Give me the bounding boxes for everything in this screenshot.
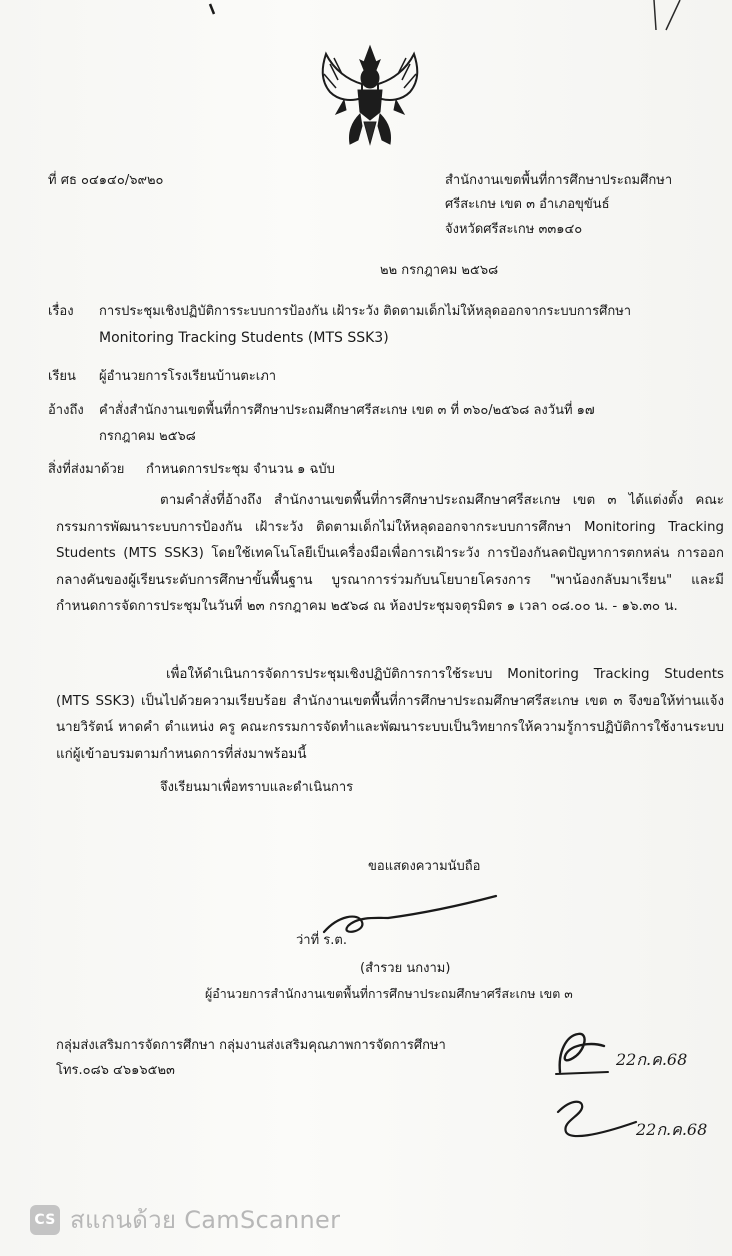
- signatory-name: (สำรวย นกงาม): [360, 961, 451, 976]
- camscanner-logo-icon: CS: [30, 1205, 60, 1235]
- scan-artifact-pen-stroke: [646, 0, 686, 36]
- office-line-2: ศรีสะเกษ เขต ๓ อำเภอขุขันธ์: [445, 197, 610, 212]
- closing-request: จึงเรียนมาเพื่อทราบและดำเนินการ: [160, 780, 354, 795]
- signatory-position: ผู้อำนวยการสำนักงานเขตพื้นที่การศึกษาประถมศึกษาศรีสะเกษ เขต ๓: [205, 986, 573, 1001]
- handwritten-stroke: [552, 1092, 642, 1144]
- reference-label: อ้างถึง: [48, 403, 84, 418]
- body-paragraph-1-text: ตามคำสั่งที่อ้างถึง สำนักงานเขตพื้นที่การศึกษาประถมศึกษาศรีสะเกษ เขต ๓ ได้แต่งตั้ง คณะกรรมการพัฒนาระบบการป้องกัน เฝ้าระวัง ติดตามเด็กไม่ให้หลุดออกจากระบบการศึกษา Monitoring Tracking Students (MTS SSK3) โดยใช้เทคโนโลยีเป็นเครื่องมือเพื่อการเฝ้าระวัง การป้องกันลดปัญหาการตกหล่น การออกกลางคันของผู้เรียนระดับการศึกษาขั้นพื้นฐาน บูรณาการร่วมกับนโยบายโครงการ "พาน้องกลับมาเรียน" และมีกำหนดการจัดการประชุมในวันที่ ๒๓ กรกฎาคม ๒๕๖๘ ณ ห้องประชุมจตุรมิตร ๑ เวลา ๐๘.๐๐ น. - ๑๖.๓๐ น.: [56, 493, 724, 614]
- to-label: เรียน: [48, 369, 76, 384]
- garuda-emblem-icon: [308, 40, 432, 152]
- handwritten-date-1: 22ก.ค.68: [616, 1050, 688, 1069]
- camscanner-watermark: [30, 1200, 340, 1239]
- enclosure-value: กำหนดการประชุม จำนวน ๑ ฉบับ: [146, 462, 335, 477]
- handwritten-date-2: 22ก.ค.68: [636, 1120, 708, 1139]
- department-line: กลุ่มส่งเสริมการจัดการศึกษา กลุ่มงานส่งเสริมคุณภาพการจัดการศึกษา: [56, 1038, 446, 1053]
- body-paragraph-2: [56, 662, 724, 768]
- scan-artifact-mark: [207, 2, 217, 18]
- subject-line-2: Monitoring Tracking Students (MTS SSK3): [99, 330, 389, 346]
- document-date: ๒๒ กรกฎาคม ๒๕๖๘: [380, 263, 499, 278]
- handwritten-initial: [552, 1022, 612, 1082]
- reference-line-2: กรกฎาคม ๒๕๖๘: [99, 429, 196, 444]
- office-line-1: สำนักงานเขตพื้นที่การศึกษาประถมศึกษา: [445, 173, 673, 188]
- salutation: ขอแสดงความนับถือ: [368, 859, 481, 874]
- office-line-3: จังหวัดศรีสะเกษ ๓๓๑๔๐: [445, 222, 583, 237]
- to-value: ผู้อำนวยการโรงเรียนบ้านตะเภา: [99, 369, 277, 384]
- camscanner-text: สแกนด้วย CamScanner: [70, 1206, 341, 1234]
- acting-title: ว่าที่ ร.ต.: [296, 933, 347, 948]
- reference-line-1: คำสั่งสำนักงานเขตพื้นที่การศึกษาประถมศึกษาศรีสะเกษ เขต ๓ ที่ ๓๖๐/๒๕๖๘ ลงวันที่ ๑๗: [99, 403, 595, 418]
- body-paragraph-2-text: เพื่อให้ดำเนินการจัดการประชุมเชิงปฏิบัติการการใช้ระบบ Monitoring Tracking Students (MTS SSK3) เป็นไปด้วยความเรียบร้อย สำนักงานเขตพื้นที่การศึกษาประถมศึกษาศรีสะเกษ เขต ๓ จึงขอให้ท่านแจ้ง นายวิรัตน์ หาดคำ ตำแหน่ง ครู คณะกรรมการจัดทำและพัฒนาระบบเป็นวิทยากรให้ความรู้การปฏิบัติการใช้งานระบบแก่ผู้เข้าอบรมตามกำหนดการที่ส่งมาพร้อมนี้: [56, 667, 724, 762]
- subject-line-1: การประชุมเชิงปฏิบัติการระบบการป้องกัน เฝ้าระวัง ติดตามเด็กไม่ให้หลุดออกจากระบบการศึกษา: [99, 304, 632, 319]
- enclosure-label: สิ่งที่ส่งมาด้วย: [48, 462, 125, 477]
- body-paragraph-1: [56, 488, 724, 621]
- subject-label: เรื่อง: [48, 304, 74, 319]
- reference-number: ที่ ศธ ๐๔๑๔๐/๖๙๒๐: [48, 173, 164, 188]
- phone-line: โทร.๐๘๖ ๔๖๑๖๕๒๓: [56, 1063, 175, 1078]
